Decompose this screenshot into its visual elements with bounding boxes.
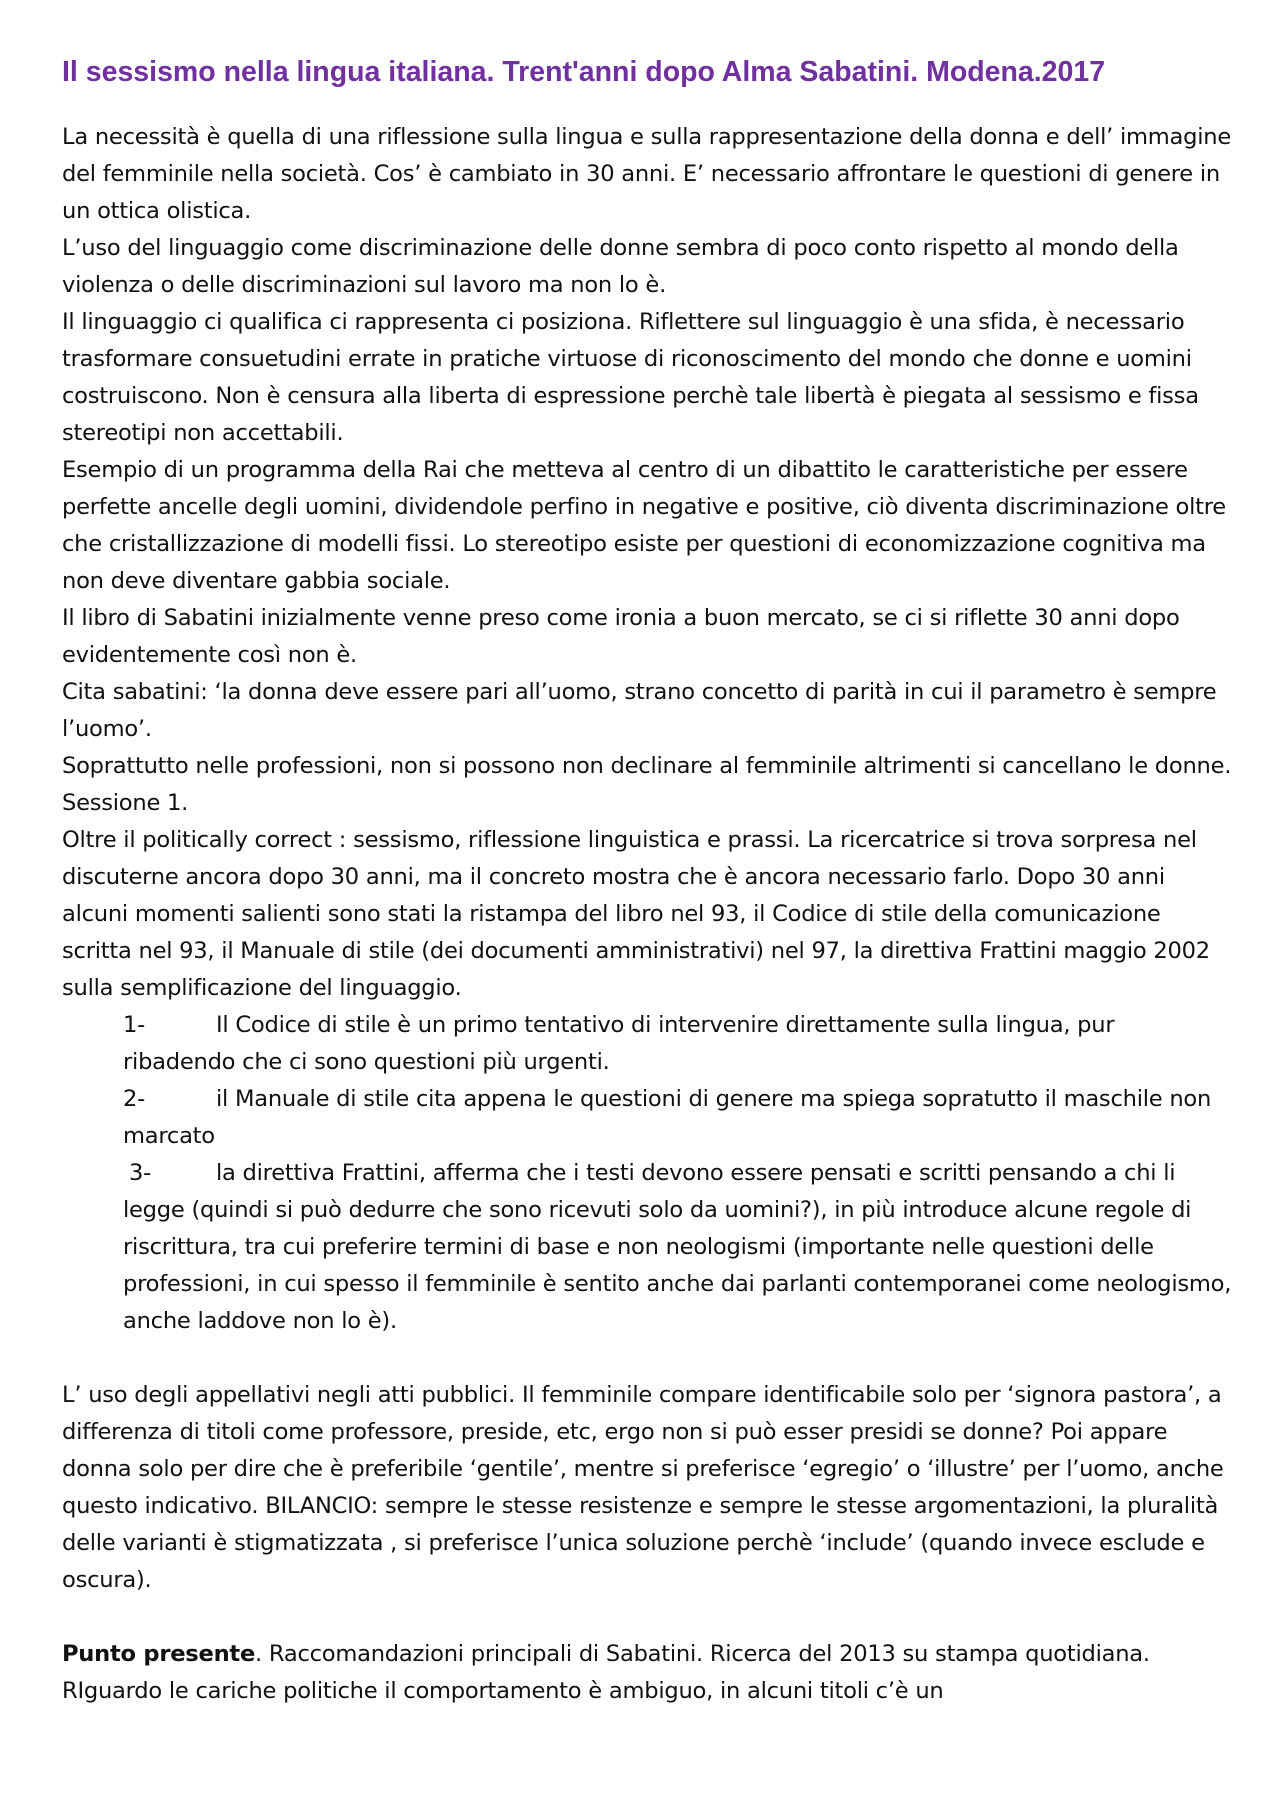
blank-line bbox=[62, 1340, 1232, 1377]
paragraph-professioni: Soprattutto nelle professioni, non si possono non declinare al femminile altrimenti si cancellano le donne. bbox=[62, 753, 1232, 780]
paragraph-linguaggio-qualifica: Il linguaggio ci qualifica ci rappresenta ci posiziona. Riflettere sul linguaggio è una sfida, è necessario trasformare consuetudini errate in pratiche virtuose di riconoscimento del mondo che donne e uomini costruiscono. Non è censura alla liberta di espressione perchè tale libertà è piegata al sessismo e fissa stereotipi non accettabili. bbox=[62, 309, 1199, 447]
paragraph-punto-presente bbox=[62, 1636, 1232, 1710]
paragraph-libro-sabatini: Il libro di Sabatini inizialmente venne preso come ironia a buon mercato, se ci si riflette 30 anni dopo evidentemente così non è. bbox=[62, 605, 1180, 669]
paragraph-cita-sabatini: Cita sabatini: ‘la donna deve essere pari all’uomo, strano concetto di parità in cui il parametro è sempre l’uomo’. bbox=[62, 679, 1217, 743]
list-item-number: 1- bbox=[123, 1012, 146, 1039]
blank-line bbox=[62, 1599, 1232, 1636]
numbered-list bbox=[62, 1007, 1232, 1340]
document-page bbox=[62, 55, 1232, 1710]
paragraph-politically-correct: Oltre il politically correct : sessismo, riflessione linguistica e prassi. La ricercatrice si trova sorpresa nel discuterne ancora dopo 30 anni, ma il concreto mostra che è ancora necessario farlo. Dopo 30 anni alcuni momenti salienti sono stati la ristampa del libro nel 93, il Codice di stile della comunicazione scritta nel 93, il Manuale di stile (dei documenti amministrativi) nel 97, la direttiva Frattini maggio 2002 sulla semplificazione del linguaggio. bbox=[62, 827, 1210, 1002]
paragraph-intro: La necessità è quella di una riflessione sulla lingua e sulla rappresentazione della donna e dell’ immagine del femminile nella società. Cos’ è cambiato in 30 anni. E’ necessario affrontare le questioni di genere in un ottica olistica. bbox=[62, 124, 1231, 225]
paragraph-sessione-heading: Sessione 1. bbox=[62, 790, 189, 817]
list-item bbox=[62, 1081, 1232, 1155]
punto-presente-label: Punto presente bbox=[62, 1641, 256, 1668]
punto-presente-text: . Raccomandazioni principali di Sabatini. Ricerca del 2013 su stampa quotidiana. RIguardo le cariche politiche il comportamento è ambiguo, in alcuni titoli c’è un bbox=[62, 1641, 1150, 1705]
document-title: Il sessismo nella lingua italiana. Trent'anni dopo Alma Sabatini. Modena.2017 bbox=[62, 56, 1106, 88]
document-body bbox=[62, 119, 1232, 1710]
list-item-text: Il Codice di stile è un primo tentativo di intervenire direttamente sulla lingua, pur ribadendo che ci sono questioni più urgenti. bbox=[123, 1012, 1115, 1076]
list-item bbox=[62, 1007, 1232, 1081]
list-item bbox=[62, 1155, 1232, 1340]
paragraph-appellativi: L’ uso degli appellativi negli atti pubblici. Il femminile compare identificabile solo per ‘signora pastora’, a differenza di titoli come professore, preside, etc, ergo non si può esser presidi se donne? Poi appare donna solo per dire che è preferibile ‘gentile’, mentre si preferisce ‘egregio’ o ‘illustre’ per l’uomo, anche questo indicativo. BILANCIO: sempre le stesse resistenze e sempre le stesse argomentazioni, la pluralità delle varianti è stigmatizzata , si preferisce l’unica soluzione perchè ‘include’ (quando invece esclude e oscura). bbox=[62, 1382, 1224, 1594]
list-item-text: la direttiva Frattini, afferma che i testi devono essere pensati e scritti pensando a chi li legge (quindi si può dedurre che sono ricevuti solo da uomini?), in più introduce alcune regole di riscrittura, tra cui preferire termini di base e non neologismi (importante nelle questioni delle professioni, in cui spesso il femminile è sentito anche dai parlanti contemporanei come neologismo, anche laddove non lo è). bbox=[123, 1160, 1232, 1335]
paragraph-linguaggio-discriminazione: L’uso del linguaggio come discriminazione delle donne sembra di poco conto rispetto al mondo della violenza o delle discriminazioni sul lavoro ma non lo è. bbox=[62, 235, 1179, 299]
list-item-number: 3- bbox=[129, 1160, 152, 1187]
paragraph-esempio-rai: Esempio di un programma della Rai che metteva al centro di un dibattito le caratteristiche per essere perfette ancelle degli uomini, dividendole perfino in negative e positive, ciò diventa discriminazione oltre che cristallizzazione di modelli fissi. Lo stereotipo esiste per questioni di economizzazione cognitiva ma non deve diventare gabbia sociale. bbox=[62, 457, 1226, 595]
list-item-number: 2- bbox=[123, 1086, 146, 1113]
list-item-text: il Manuale di stile cita appena le questioni di genere ma spiega sopratutto il maschile non marcato bbox=[123, 1086, 1212, 1150]
